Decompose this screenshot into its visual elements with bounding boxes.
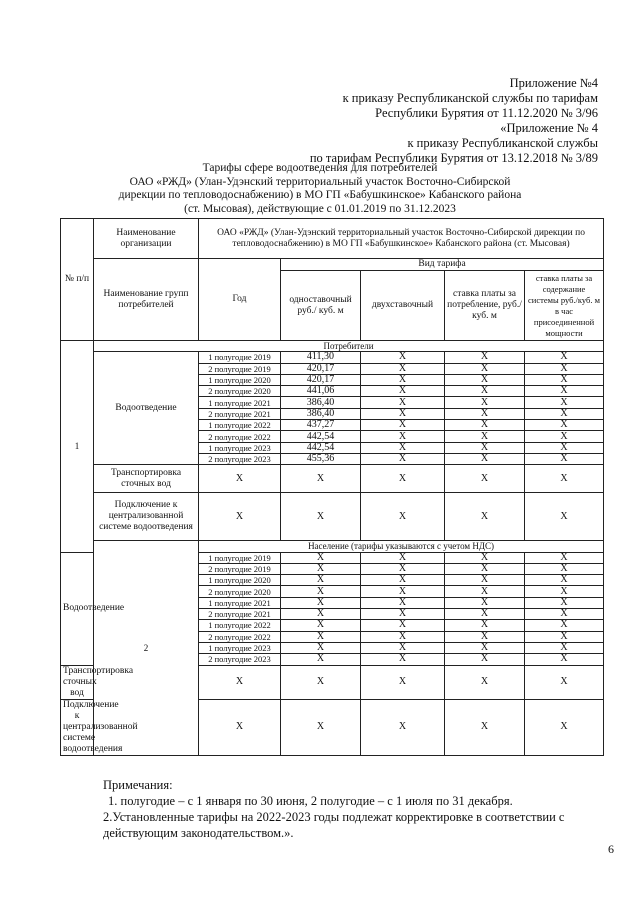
section-number: 1 <box>61 341 94 553</box>
section-row <box>61 341 604 352</box>
value-cell-two: X <box>361 363 445 374</box>
value-cell-maint: X <box>525 631 604 642</box>
header-row <box>61 219 604 259</box>
tariff-kind-header: Вид тарифа <box>281 259 604 271</box>
value-cell: X <box>445 699 525 755</box>
col-one-rate-header: одноставочный руб./ куб. м <box>281 271 361 341</box>
header-row <box>61 259 604 271</box>
value-cell-maint: X <box>525 563 604 574</box>
table-row <box>61 352 604 363</box>
value-cell: X <box>281 493 361 541</box>
value-cell-one: 411,30 <box>281 352 361 363</box>
appendix-header <box>310 76 598 166</box>
title-line: ОАО «РЖД» (Улан-Удэнский территориальный участок Восточно-Сибирской <box>129 175 511 188</box>
value-cell-maint: X <box>525 642 604 653</box>
period-cell: 2 полугодие 2023 <box>199 654 281 665</box>
value-cell-maint: X <box>525 352 604 363</box>
value-cell-one: 420,17 <box>281 363 361 374</box>
value-cell: X <box>199 699 281 755</box>
value-cell-two: X <box>361 397 445 408</box>
value-cell-two: X <box>361 575 445 586</box>
transport-row <box>61 465 604 493</box>
value-cell-two: X <box>361 408 445 419</box>
period-cell: 1 полугодие 2022 <box>199 620 281 631</box>
period-cell: 1 полугодие 2023 <box>199 642 281 653</box>
value-cell-two: X <box>361 420 445 431</box>
value-cell-one: X <box>281 552 361 563</box>
period-cell: 1 полугодие 2020 <box>199 374 281 385</box>
value-cell-rate: X <box>445 431 525 442</box>
connection-label: Подключение к централизованной системе водоотведения <box>94 493 199 541</box>
value-cell-two: X <box>361 597 445 608</box>
value-cell-two: X <box>361 620 445 631</box>
notes-title: Примечания: <box>103 778 173 792</box>
period-cell: 2 полугодие 2022 <box>199 631 281 642</box>
value-cell-maint: X <box>525 586 604 597</box>
value-cell-rate: X <box>445 374 525 385</box>
value-cell: X <box>445 665 525 699</box>
header-line: Приложение №4 <box>509 76 598 90</box>
value-cell-two: X <box>361 642 445 653</box>
value-cell: X <box>361 699 445 755</box>
value-cell-two: X <box>361 609 445 620</box>
header-line: «Приложение № 4 <box>500 121 598 135</box>
col-consumption-rate-header: ставка платы за потребление, руб./ куб. м <box>445 271 525 341</box>
transport-label: Транспортировка сточных вод <box>61 665 94 699</box>
connection-row <box>61 493 604 541</box>
value-cell-rate: X <box>445 453 525 464</box>
value-cell-maint: X <box>525 408 604 419</box>
value-cell-one: X <box>281 586 361 597</box>
value-cell-rate: X <box>445 654 525 665</box>
value-cell: X <box>199 665 281 699</box>
value-cell: X <box>199 465 281 493</box>
value-cell-one: X <box>281 620 361 631</box>
value-cell: X <box>361 465 445 493</box>
value-cell-rate: X <box>445 442 525 453</box>
value-cell-two: X <box>361 552 445 563</box>
value-cell-one: 455,36 <box>281 453 361 464</box>
page-number: 6 <box>608 842 614 856</box>
service-name: Водоотведение <box>61 552 94 665</box>
section-title: Потребители <box>94 341 604 352</box>
value-cell-one: X <box>281 654 361 665</box>
period-cell: 2 полугодие 2021 <box>199 609 281 620</box>
value-cell-two: X <box>361 631 445 642</box>
value-cell-rate: X <box>445 642 525 653</box>
value-cell-two: X <box>361 654 445 665</box>
value-cell-rate: X <box>445 408 525 419</box>
value-cell: X <box>525 465 604 493</box>
value-cell-one: 420,17 <box>281 374 361 385</box>
value-cell-two: X <box>361 563 445 574</box>
value-cell: X <box>199 493 281 541</box>
notes <box>103 777 608 841</box>
value-cell-maint: X <box>525 374 604 385</box>
period-cell: 1 полугодие 2021 <box>199 397 281 408</box>
value-cell-rate: X <box>445 609 525 620</box>
value-cell-two: X <box>361 431 445 442</box>
value-cell-rate: X <box>445 620 525 631</box>
value-cell-maint: X <box>525 363 604 374</box>
value-cell-rate: X <box>445 363 525 374</box>
connection-label: Подключение к централизованной системе водоотведения <box>61 699 94 755</box>
value-cell-one: 386,40 <box>281 408 361 419</box>
value-cell-rate: X <box>445 597 525 608</box>
period-cell: 2 полугодие 2019 <box>199 563 281 574</box>
value-cell-two: X <box>361 453 445 464</box>
value-cell-one: 441,06 <box>281 386 361 397</box>
value-cell-rate: X <box>445 563 525 574</box>
value-cell-one: X <box>281 631 361 642</box>
header-line: по тарифам Республики Бурятия от 13.12.2018 № 3/89 <box>309 151 598 165</box>
value-cell-maint: X <box>525 431 604 442</box>
value-cell-two: X <box>361 586 445 597</box>
period-cell: 1 полугодие 2020 <box>199 575 281 586</box>
section-title: Население (тарифы указываются с учетом НДС) <box>199 541 604 552</box>
value-cell: X <box>281 699 361 755</box>
value-cell-maint: X <box>525 597 604 608</box>
value-cell-one: X <box>281 575 361 586</box>
value-cell-two: X <box>361 442 445 453</box>
value-cell-maint: X <box>525 442 604 453</box>
period-cell: 2 полугодие 2020 <box>199 586 281 597</box>
value-cell-rate: X <box>445 552 525 563</box>
value-cell-maint: X <box>525 453 604 464</box>
value-cell-one: 442,54 <box>281 431 361 442</box>
value-cell-two: X <box>361 374 445 385</box>
col-number-header: № п/п <box>61 219 94 341</box>
value-cell-rate: X <box>445 386 525 397</box>
title-line: (ст. Мысовая), действующие с 01.01.2019 по 31.12.2023 <box>184 202 456 215</box>
value-cell-maint: X <box>525 397 604 408</box>
value-cell-rate: X <box>445 586 525 597</box>
period-cell: 1 полугодие 2021 <box>199 597 281 608</box>
value-cell: X <box>525 665 604 699</box>
value-cell-one: X <box>281 642 361 653</box>
period-cell: 2 полугодие 2020 <box>199 386 281 397</box>
value-cell-one: 386,40 <box>281 397 361 408</box>
transport-label: Транспортировка сточных вод <box>94 465 199 493</box>
value-cell-rate: X <box>445 631 525 642</box>
period-cell: 1 полугодие 2019 <box>199 552 281 563</box>
col-two-rate-header: двухставочный <box>361 271 445 341</box>
value-cell-maint: X <box>525 609 604 620</box>
period-cell: 2 полугодие 2022 <box>199 431 281 442</box>
value-cell-two: X <box>361 352 445 363</box>
value-cell-maint: X <box>525 420 604 431</box>
col-maintenance-rate-header: ставка платы за содержание системы руб./куб. м в час присоединенной мощности <box>525 271 604 341</box>
header-line: к приказу Республиканской службы по тарифам <box>342 91 598 105</box>
value-cell-maint: X <box>525 386 604 397</box>
period-cell: 2 полугодие 2019 <box>199 363 281 374</box>
value-cell-maint: X <box>525 654 604 665</box>
period-cell: 2 полугодие 2021 <box>199 408 281 419</box>
value-cell-one: X <box>281 609 361 620</box>
value-cell: X <box>361 665 445 699</box>
period-cell: 1 полугодие 2022 <box>199 420 281 431</box>
col-group-header: Наименование групп потребителей <box>94 259 199 341</box>
value-cell-one: 442,54 <box>281 442 361 453</box>
period-cell: 1 полугодие 2019 <box>199 352 281 363</box>
value-cell: X <box>361 493 445 541</box>
value-cell-one: 437,27 <box>281 420 361 431</box>
value-cell-one: X <box>281 563 361 574</box>
value-cell: X <box>281 665 361 699</box>
period-cell: 2 полугодие 2023 <box>199 453 281 464</box>
value-cell-rate: X <box>445 575 525 586</box>
value-cell-two: X <box>361 386 445 397</box>
value-cell: X <box>525 699 604 755</box>
title-line: Тарифы сфере водоотведения для потребителей <box>202 162 438 174</box>
value-cell: X <box>445 465 525 493</box>
period-cell: 1 полугодие 2023 <box>199 442 281 453</box>
value-cell-maint: X <box>525 552 604 563</box>
header-line: Республики Бурятия от 11.12.2020 № 3/96 <box>375 106 598 120</box>
value-cell-rate: X <box>445 397 525 408</box>
value-cell-one: X <box>281 597 361 608</box>
org-name-cell: ОАО «РЖД» (Улан-Удэнский территориальный участок Восточно-Сибирской дирекции по тепловодоснабжению) в МО ГП «Бабушкинское» Кабанского района (ст. Мысовая) <box>199 219 604 259</box>
service-name: Водоотведение <box>94 352 199 465</box>
tariff-table <box>60 218 604 756</box>
value-cell-rate: X <box>445 352 525 363</box>
col-org-header: Наименование организации <box>94 219 199 259</box>
note-2: 2.Установленные тарифы на 2022-2023 годы подлежат корректировке в соответствии с действующим законодательством.». <box>103 810 565 840</box>
document-title <box>110 162 530 216</box>
section-number: 2 <box>94 541 199 755</box>
value-cell-maint: X <box>525 620 604 631</box>
value-cell-maint: X <box>525 575 604 586</box>
value-cell: X <box>445 493 525 541</box>
value-cell-rate: X <box>445 420 525 431</box>
section-row <box>61 541 604 552</box>
col-year-header: Год <box>199 259 281 341</box>
value-cell: X <box>525 493 604 541</box>
header-line: к приказу Республиканской службы <box>407 136 598 150</box>
title-line: дирекции по тепловодоснабжению) в МО ГП «Бабушкинское» Кабанского района <box>118 189 522 201</box>
value-cell: X <box>281 465 361 493</box>
note-1: 1. полугодие – с 1 января по 30 июня, 2 полугодие – с 1 июля по 31 декабря. <box>108 794 513 808</box>
